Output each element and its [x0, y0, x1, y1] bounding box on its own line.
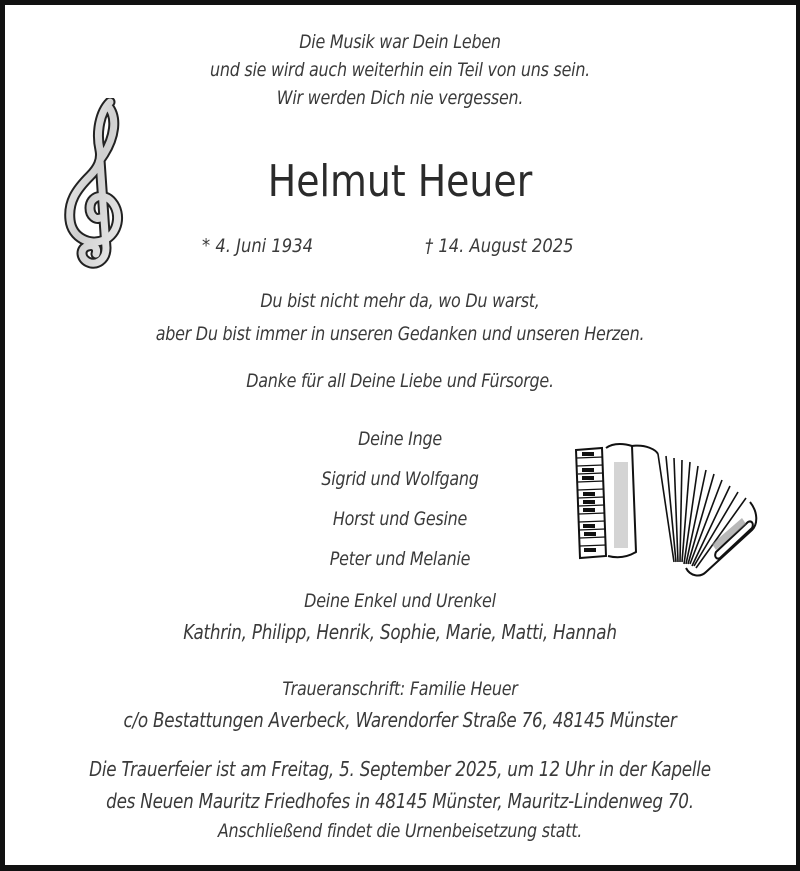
grandchildren-names: Kathrin, Philipp, Henrik, Sophie, Marie, Matti, Hannah	[183, 620, 617, 644]
death-date: † 14. August 2025	[425, 235, 574, 257]
address-line-1: Traueranschrift: Familie Heuer	[282, 678, 518, 700]
verse-line-2: aber Du bist immer in unseren Gedanken und unseren Herzen.	[155, 323, 645, 345]
intro-line-2: und sie wird auch weiterhin ein Teil von uns sein.	[209, 59, 591, 81]
mourner-2: Sigrid und Wolfgang	[321, 468, 479, 490]
birth-date: * 4. Juni 1934	[202, 235, 314, 257]
mourner-4: Peter und Melanie	[329, 548, 471, 570]
ceremony-line-1: Die Trauerfeier ist am Freitag, 5. September 2025, um 12 Uhr in der Kapelle	[89, 757, 711, 781]
address-line-2: c/o Bestattungen Averbeck, Warendorfer Straße 76, 48145 Münster	[123, 708, 677, 732]
thanks-line: Danke für all Deine Liebe und Fürsorge.	[246, 370, 554, 392]
mourner-1: Deine Inge	[358, 428, 442, 450]
intro-line-3: Wir werden Dich nie vergessen.	[276, 87, 524, 109]
accordion-icon	[566, 432, 760, 580]
ceremony-line-3: Anschließend findet die Urnenbeisetzung statt.	[217, 820, 583, 842]
verse-line-1: Du bist nicht mehr da, wo Du warst,	[260, 290, 540, 312]
deceased-name: Helmut Heuer	[267, 156, 533, 207]
intro-line-1: Die Musik war Dein Leben	[299, 31, 501, 53]
ceremony-line-2: des Neuen Mauritz Friedhofes in 48145 Münster, Mauritz-Lindenweg 70.	[106, 789, 694, 813]
mourner-3: Horst und Gesine	[332, 508, 468, 530]
grandchildren-label: Deine Enkel und Urenkel	[304, 590, 496, 612]
